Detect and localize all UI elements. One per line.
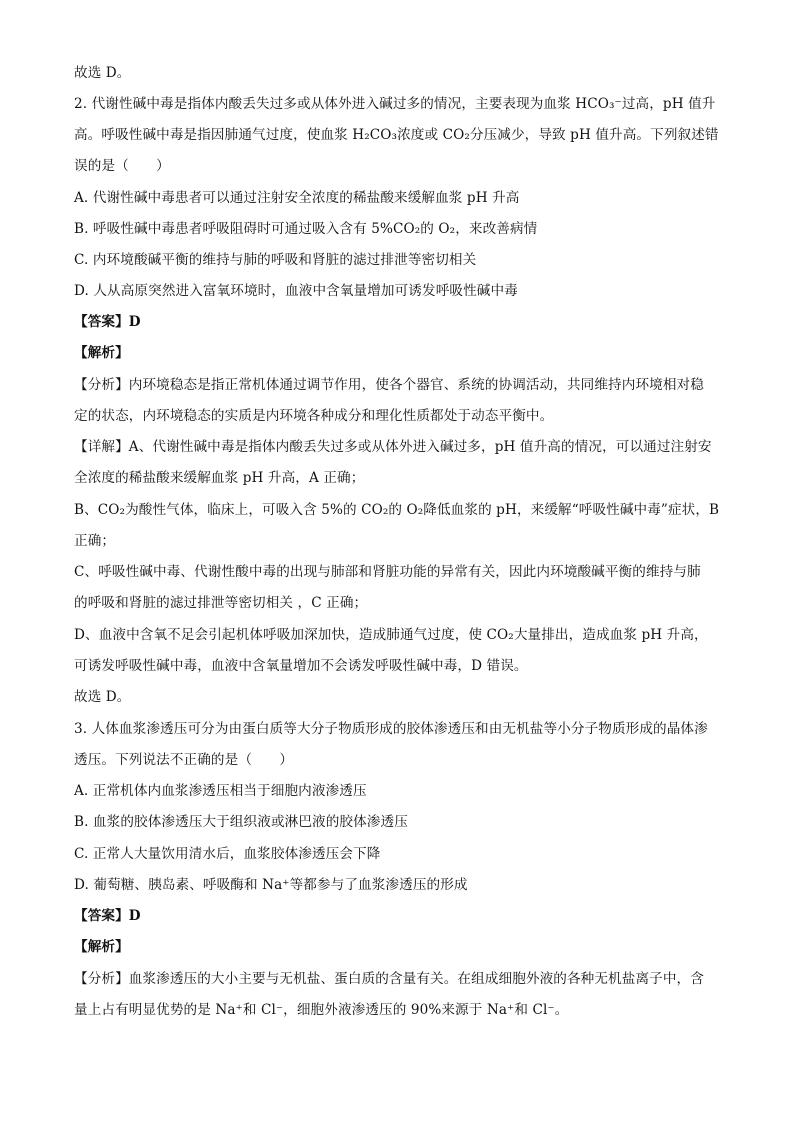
analysis-text: 定的状态，内环境稳态的实质是内环境各种成分和理化性质都处于动态平衡中。	[74, 408, 554, 424]
detail-text: 的呼吸和肾脏的滤过排泄等密切相关 ，C 正确；	[74, 595, 368, 611]
question-2-stem: 高。呼吸性碱中毒是指因肺通气过度，使血浆 H₂CO₃浓度或 CO₂分压减少，导致 pH 值升高。下列叙述错	[74, 127, 719, 143]
option-d: D. 葡萄糖、胰岛素、呼吸酶和 Na⁺等都参与了血浆渗透压的形成	[74, 877, 468, 893]
detail-text: D、血液中含氧不足会引起机体呼吸加深加快，造成肺通气过度，使 CO₂大量排出，造成血浆 pH 升高，	[74, 627, 708, 643]
option-a: A. 正常机体内血浆渗透压相当于细胞内液渗透压	[74, 783, 367, 799]
analysis-heading: 【解析】	[74, 345, 129, 361]
text-line: 故选 D。	[74, 689, 131, 705]
analysis-text: 【分析】内环境稳态是指正常机体通过调节作用，使各个器官、系统的协调活动，共同维持内环境相对稳	[74, 377, 704, 393]
detail-text: 正确；	[74, 533, 116, 549]
question-2-stem: 误的是（ ）	[74, 158, 170, 174]
option-c: C. 正常人大量饮用清水后，血浆胶体渗透压会下降	[74, 846, 381, 862]
question-3-stem: 3. 人体血浆渗透压可分为由蛋白质等大分子物质形成的胶体渗透压和由无机盐等小分子物质形成的晶体渗	[74, 721, 708, 737]
option-b: B. 血浆的胶体渗透压大于组织液或淋巴液的胶体渗透压	[74, 814, 408, 830]
text-line: 故选 D。	[74, 65, 131, 81]
answer-label: 【答案】D	[74, 908, 141, 924]
option-b: B. 呼吸性碱中毒患者呼吸阻碍时可通过吸入含有 5%CO₂的 O₂，来改善病情	[74, 221, 538, 237]
detail-text: 【详解】A、代谢性碱中毒是指体内酸丢失过多或从体外进入碱过多，pH 值升高的情况，可以通过注射安	[74, 439, 712, 455]
question-3-stem: 透压。下列说法不正确的是（ ）	[74, 752, 294, 768]
detail-text: 可诱发呼吸性碱中毒，血液中含氧量增加不会诱发呼吸性碱中毒，D 错误。	[74, 658, 528, 674]
option-d: D. 人从高原突然进入富氧环境时，血液中含氧量增加可诱发呼吸性碱中毒	[74, 283, 518, 299]
option-a: A. 代谢性碱中毒患者可以通过注射安全浓度的稀盐酸来缓解血浆 pH 升高	[74, 190, 520, 206]
answer-label: 【答案】D	[74, 314, 141, 330]
option-c: C. 内环境酸碱平衡的维持与肺的呼吸和肾脏的滤过排泄等密切相关	[74, 252, 477, 268]
question-2-stem: 2. 代谢性碱中毒是指体内酸丢失过多或从体外进入碱过多的情况，主要表现为血浆 HCO₃⁻过高，pH 值升	[74, 96, 716, 112]
detail-text: B、CO₂为酸性气体，临床上，可吸入含 5%的 CO₂的 O₂降低血浆的 pH，来缓解“呼吸性碱中毒”症状，B	[74, 502, 720, 518]
analysis-heading: 【解析】	[74, 939, 129, 955]
analysis-text: 【分析】血浆渗透压的大小主要与无机盐、蛋白质的含量有关。在组成细胞外液的各种无机盐离子中，含	[74, 971, 704, 987]
analysis-text: 量上占有明显优势的是 Na⁺和 Cl⁻，细胞外液渗透压的 90%来源于 Na⁺和 Cl⁻。	[74, 1002, 569, 1018]
detail-text: 全浓度的稀盐酸来缓解血浆 pH 升高，A 正确；	[74, 470, 365, 486]
detail-text: C、呼吸性碱中毒、代谢性酸中毒的出现与肺部和肾脏功能的异常有关，因此内环境酸碱平衡的维持与肺	[74, 564, 701, 580]
